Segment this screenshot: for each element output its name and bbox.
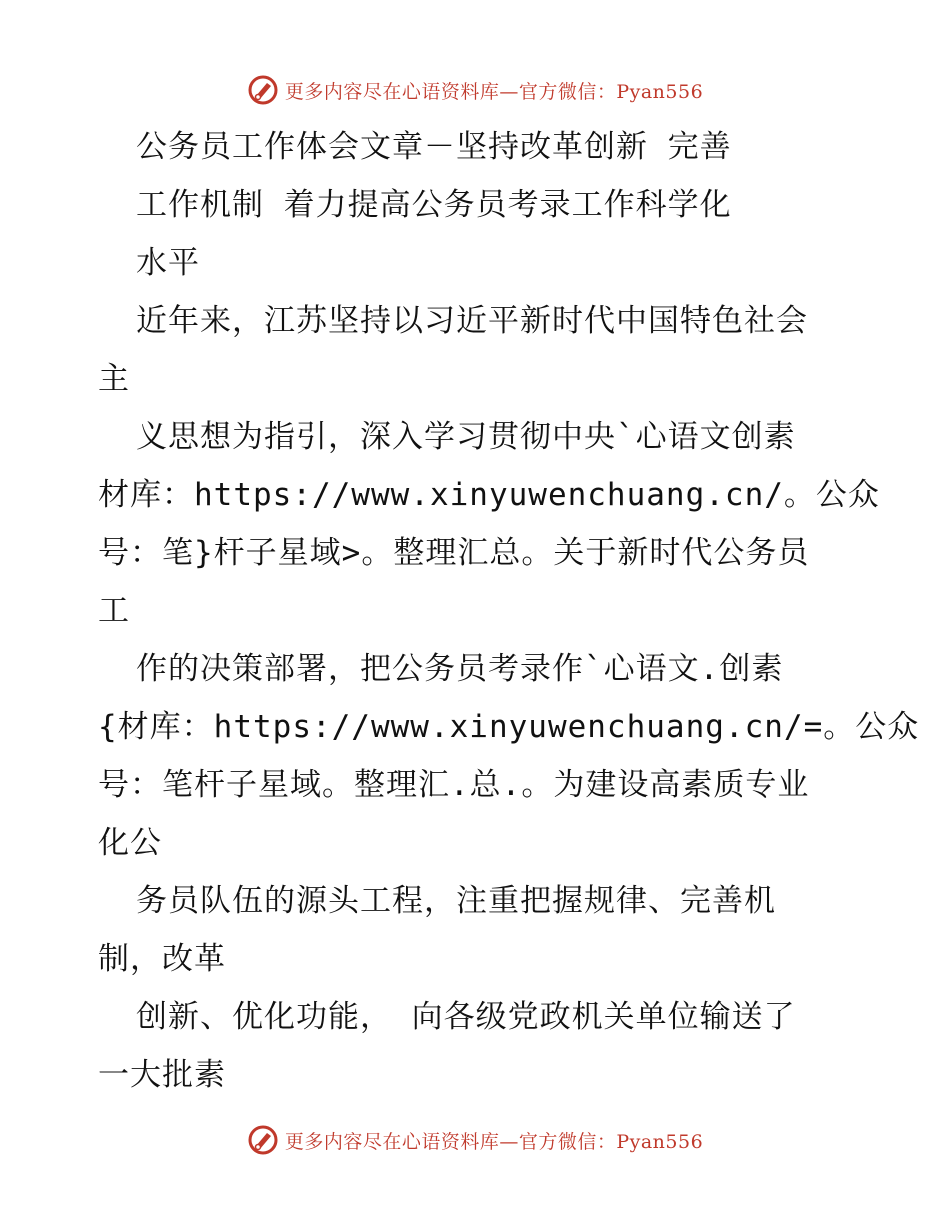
body-line: 工 bbox=[98, 593, 130, 629]
body-line: 作的决策部署，把公务员考录作`心语文.创素 bbox=[136, 651, 784, 687]
body-line: 化公 bbox=[98, 825, 162, 861]
body-line: 制，改革 bbox=[98, 941, 226, 977]
body-line: 材库：https://www.xinyuwenchuang.cn/。公众 bbox=[98, 477, 880, 513]
document-body bbox=[98, 118, 920, 1104]
body-line: 主 bbox=[98, 361, 130, 397]
body-line: 创新、优化功能， 向各级党政机关单位输送了 bbox=[136, 999, 796, 1035]
body-line: 号：笔}杆子星域>。整理汇总。关于新时代公务员 bbox=[98, 535, 810, 571]
body-line: 一大批素 bbox=[98, 1057, 226, 1093]
title-line: 工作机制 着力提高公务员考录工作科学化 bbox=[136, 187, 732, 223]
body-line: 义思想为指引，深入学习贯彻中央`心语文创素 bbox=[136, 419, 796, 455]
body-line: {材库：https://www.xinyuwenchuang.cn/=。公众 bbox=[98, 709, 920, 745]
logo-icon bbox=[247, 74, 279, 106]
footer-banner bbox=[0, 1120, 950, 1160]
body-line: 务员队伍的源头工程，注重把握规律、完善机 bbox=[136, 883, 776, 919]
header-banner bbox=[0, 70, 950, 110]
logo-icon bbox=[247, 1124, 279, 1156]
body-line: 近年来，江苏坚持以习近平新时代中国特色社会 bbox=[136, 303, 808, 339]
body-line: 号：笔杆子星域。整理汇.总.。为建设高素质专业 bbox=[98, 767, 810, 803]
title-line: 水平 bbox=[136, 245, 200, 281]
footer-banner-text: 更多内容尽在心语资料库—官方微信：Pyan556 bbox=[284, 1130, 704, 1153]
header-banner-text: 更多内容尽在心语资料库—官方微信：Pyan556 bbox=[284, 80, 704, 103]
title-line: 公务员工作体会文章－坚持改革创新 完善 bbox=[136, 129, 732, 165]
